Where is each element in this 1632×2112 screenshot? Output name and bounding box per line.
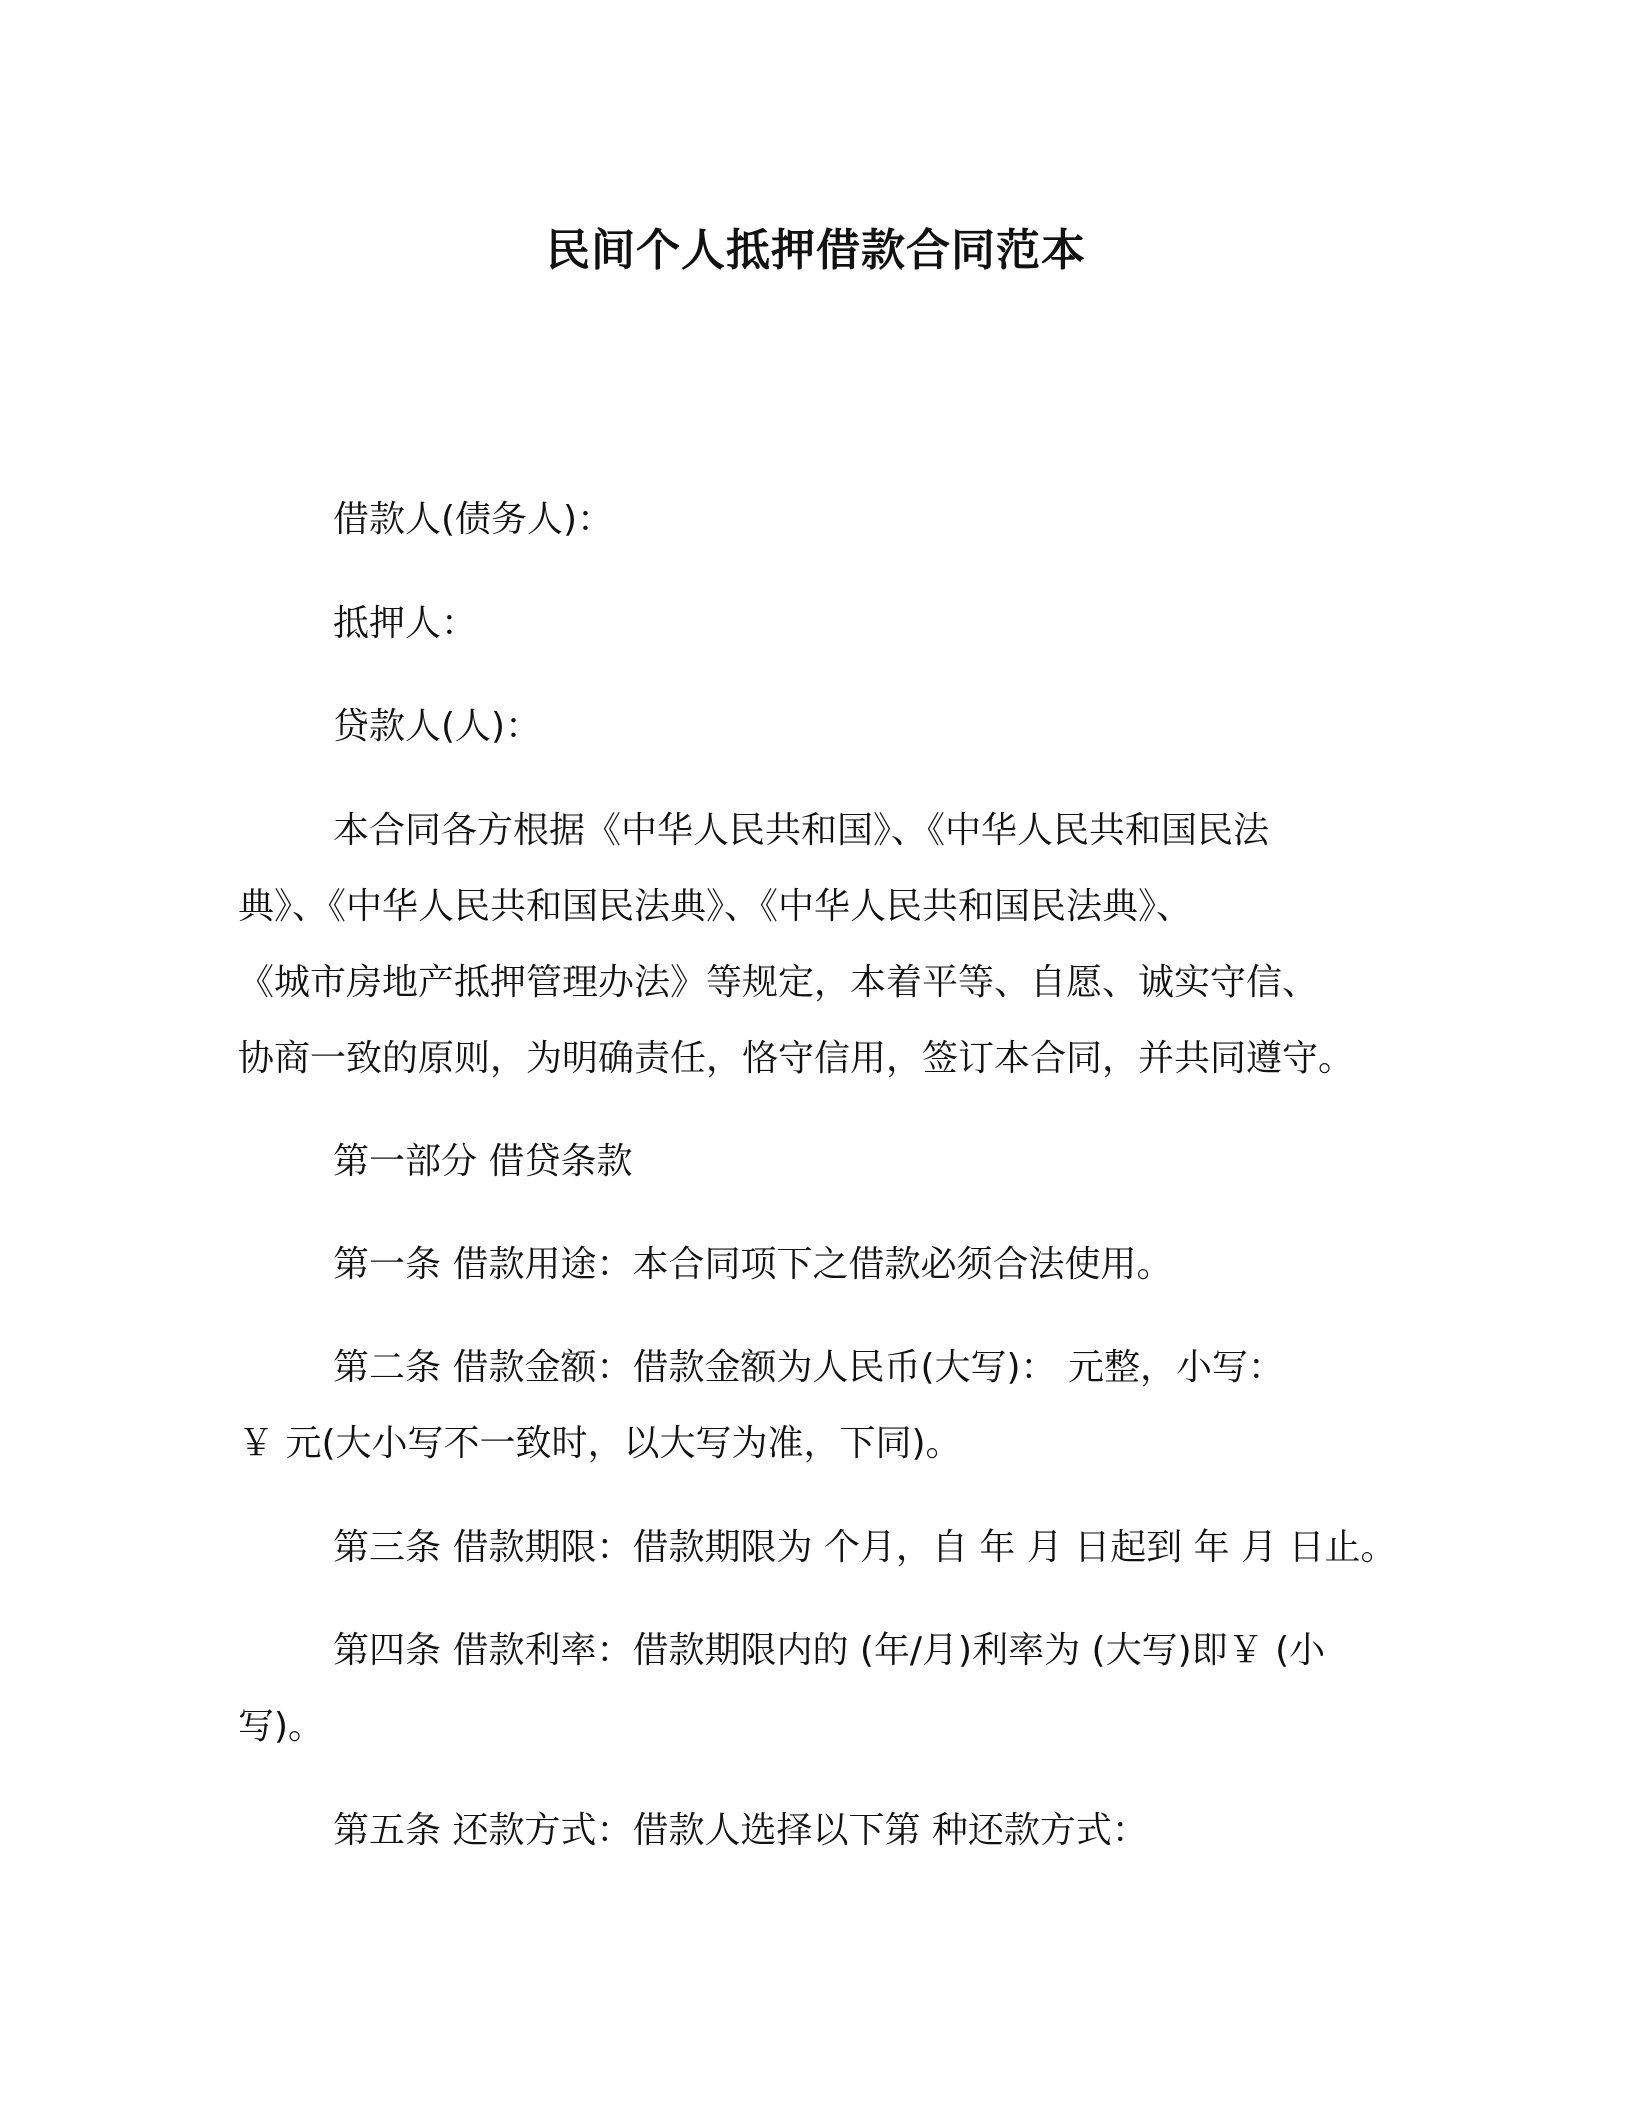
lender-line: 贷款人(人)：: [333, 706, 542, 747]
preamble-line-3: 《城市房地产抵押管理办法》等规定，本着平等、自愿、诚实守信、: [238, 962, 1319, 1003]
preamble-line-4: 协商一致的原则，为明确责任，恪守信用，签订本合同，并共同遵守。: [238, 1038, 1355, 1079]
part-one-heading: 第一部分 借贷条款: [333, 1141, 633, 1182]
document-title: 民间个人抵押借款合同范本: [546, 225, 1086, 276]
borrower-line: 借款人(债务人)：: [333, 499, 614, 540]
article-4-line-1: 第四条 借款利率：借款期限内的 (年/月)利率为 (大写)即￥ (小: [333, 1630, 1326, 1671]
article-1: 第一条 借款用途：本合同项下之借款必须合法使用。: [333, 1244, 1173, 1285]
article-5: 第五条 还款方式：借款人选择以下第 种还款方式：: [333, 1810, 1148, 1851]
article-3: 第三条 借款期限：借款期限为 个月，自 年 月 日起到 年 月 日止。: [333, 1527, 1397, 1568]
mortgagor-line: 抵押人：: [333, 603, 478, 644]
preamble-line-1: 本合同各方根据《中华人民共和国》、《中华人民共和国民法: [333, 810, 1270, 851]
article-2-line-1: 第二条 借款金额：借款金额为人民币(大写)： 元整，小写：: [333, 1347, 1284, 1388]
preamble-line-2: 典》、《中华人民共和国民法典》、《中华人民共和国民法典》、: [238, 886, 1193, 927]
article-2-line-2: ￥ 元(大小写不一致时，以大写为准，下同)。: [238, 1423, 962, 1464]
article-4-line-2: 写)。: [238, 1706, 325, 1747]
